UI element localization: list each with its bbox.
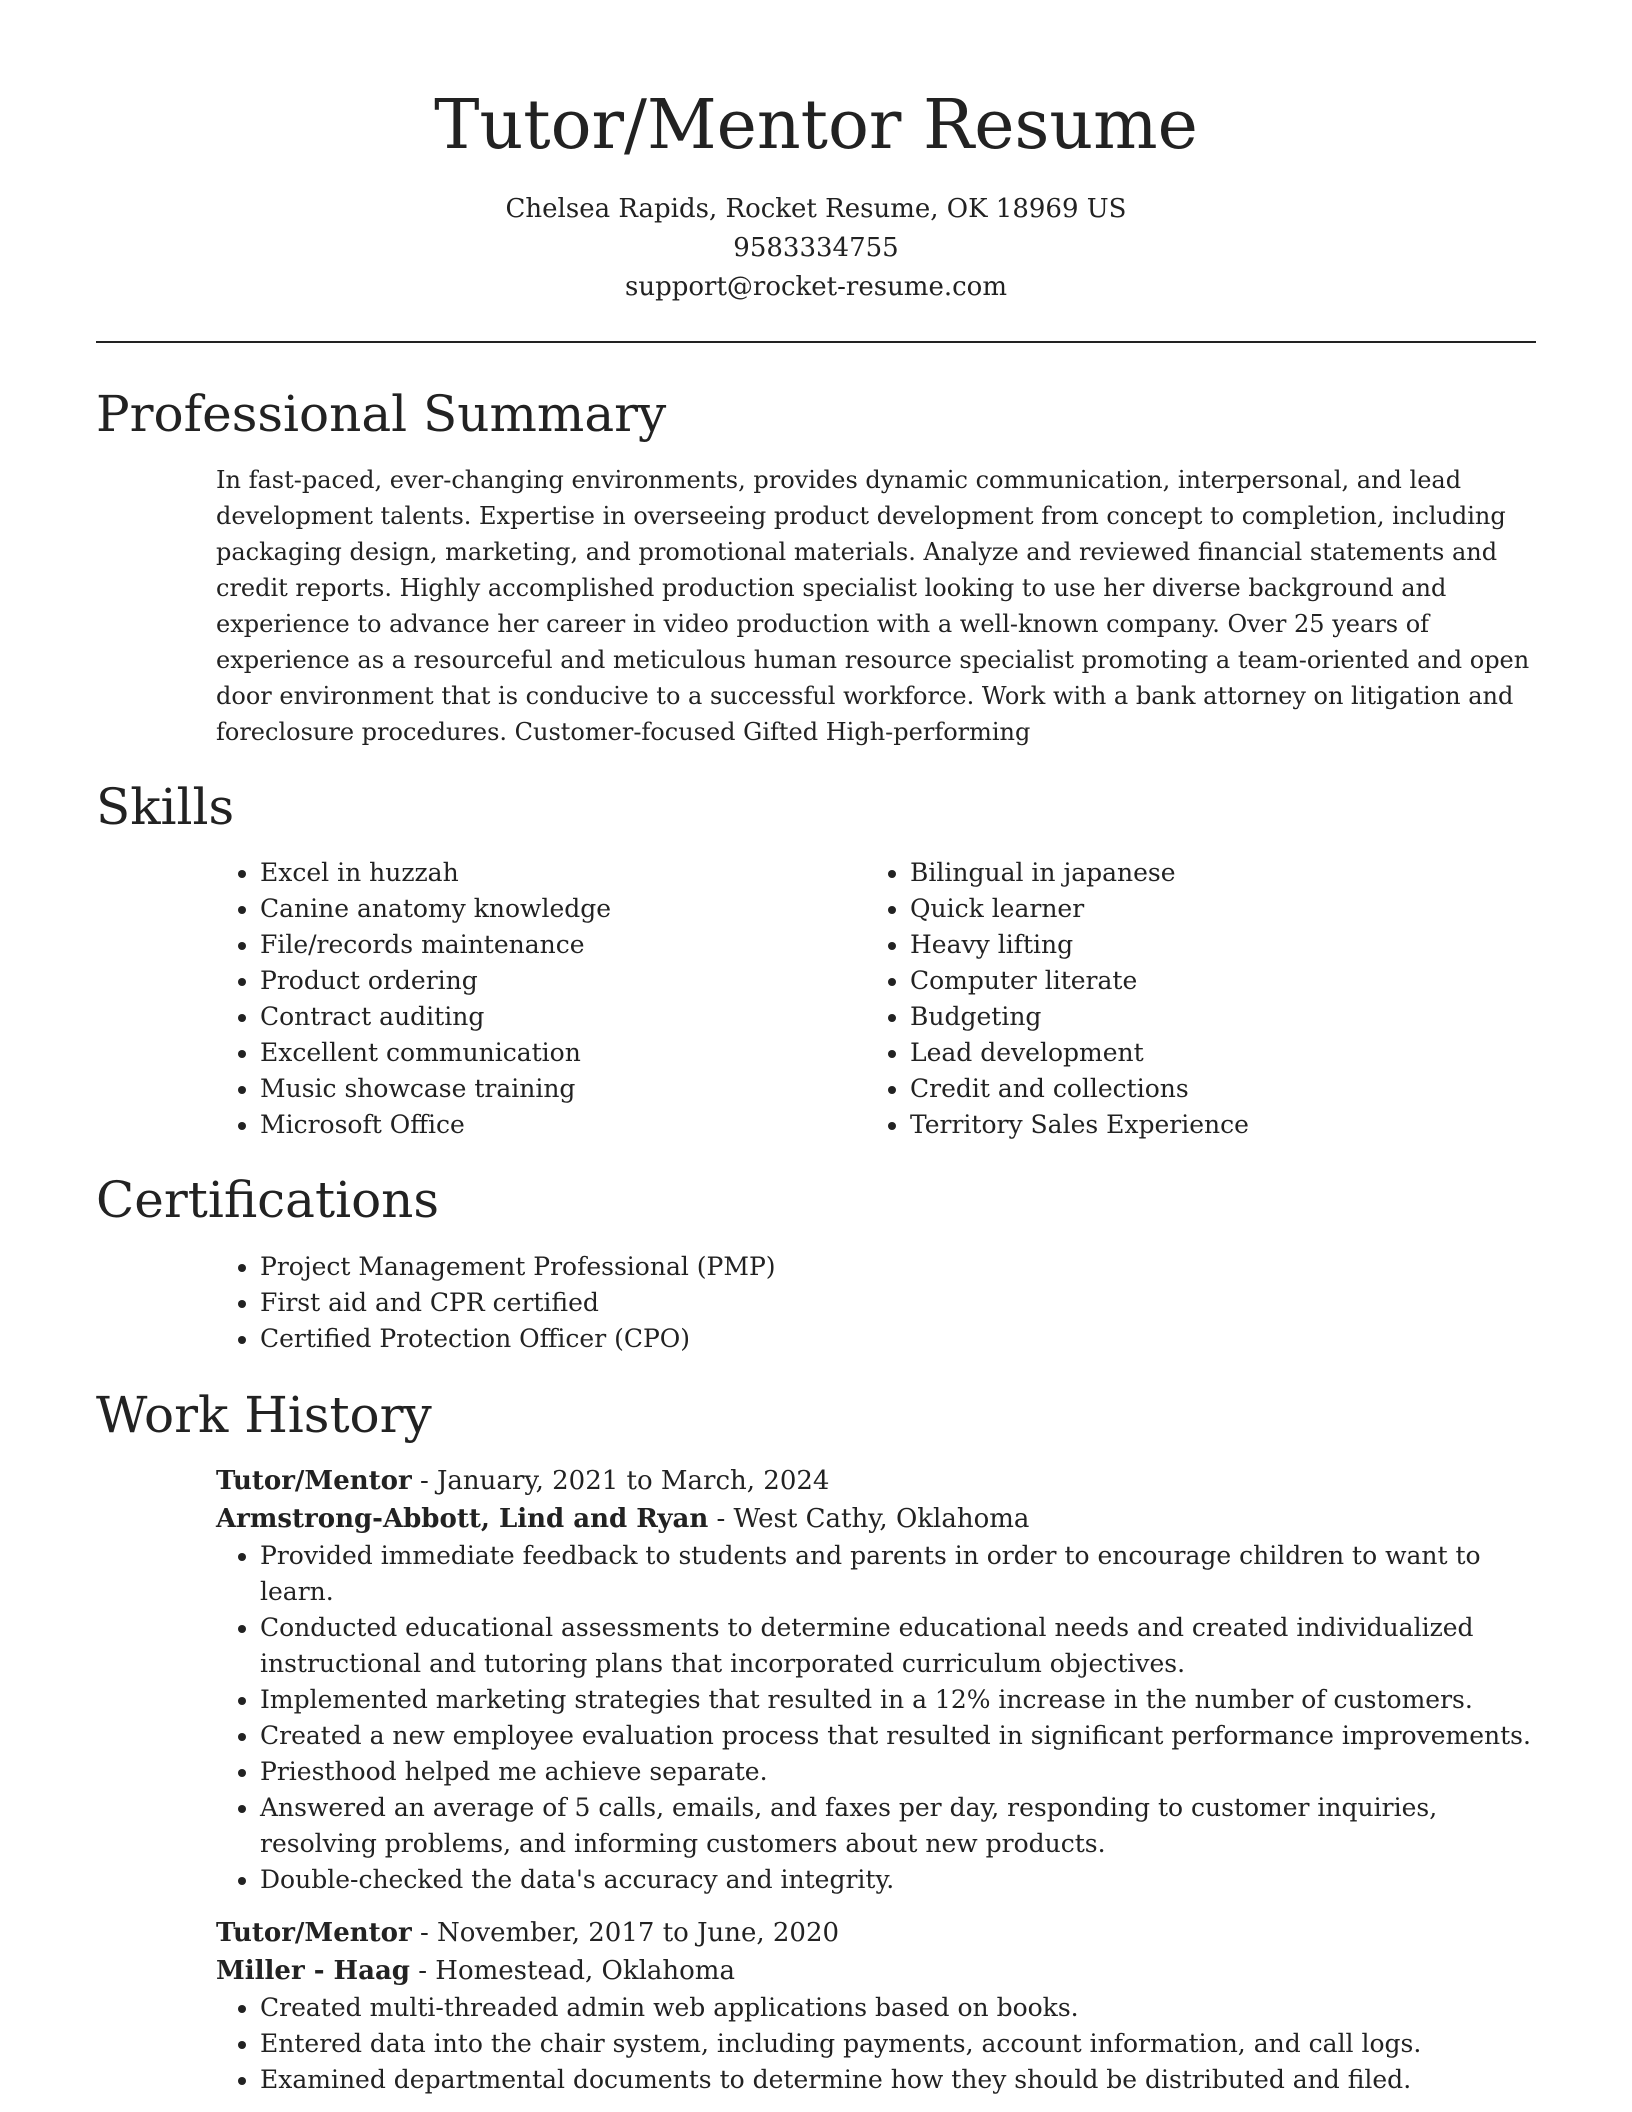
job-company: Armstrong-Abbott, Lind and Ryan	[216, 1504, 709, 1534]
list-item: • Double-checked the data's accuracy and integrity.	[260, 1862, 1536, 1898]
list-item: • Quick learner	[910, 891, 1506, 927]
list-item: • Answered an average of 5 calls, emails, and faxes per day, responding to customer inquiries, resolving problems, and informing customers about new products.	[260, 1790, 1536, 1862]
list-item: • Credit and collections	[910, 1071, 1506, 1107]
skills-column-2	[866, 855, 1506, 1143]
job-bullets	[216, 1538, 1536, 1898]
header-divider	[96, 341, 1536, 343]
contact-phone: 9583334755	[733, 233, 899, 263]
resume-header	[0, 78, 1632, 307]
job-company: Miller - Haag	[216, 1956, 410, 1986]
list-item: • Implemented marketing strategies that resulted in a 12% increase in the number of customers.	[260, 1682, 1536, 1718]
list-item: • Computer literate	[910, 963, 1506, 999]
job-role: Tutor/Mentor	[216, 1466, 412, 1496]
certifications-heading: Certifications	[96, 1171, 440, 1229]
skills-column-1	[216, 855, 816, 1143]
job-location: - Homestead, Oklahoma	[409, 1956, 735, 1986]
job-location: - West Cathy, Oklahoma	[708, 1504, 1030, 1534]
job-bullets	[216, 1990, 1536, 2098]
list-item: • Product ordering	[260, 963, 816, 999]
list-item: • Created a new employee evaluation process that resulted in significant performance improvements.	[260, 1718, 1536, 1754]
job-title-line	[216, 1914, 1536, 1952]
page-title: Tutor/Mentor Resume	[434, 86, 1198, 165]
list-item: • Bilingual in japanese	[910, 855, 1506, 891]
list-item: • Contract auditing	[260, 999, 816, 1035]
list-item: • Priesthood helped me achieve separate.	[260, 1754, 1536, 1790]
list-item: • Canine anatomy knowledge	[260, 891, 816, 927]
list-item: • Territory Sales Experience	[910, 1107, 1506, 1143]
summary-text: In fast-paced, ever-changing environments, provides dynamic communication, interpersonal, and lead development talents. Expertise in overseeing product development from concept to completion, including packaging design, marketing, and promotional materials. Analyze and reviewed financial statements and credit reports. Highly accomplished production specialist looking to use her diverse background and experience to advance her career in video production with a well-known company. Over 25 years of experience as a resourceful and meticulous human resource specialist promoting a team-oriented and open door environment that is conducive to a successful workforce. Work with a bank attorney on litigation and foreclosure procedures. Customer-focused Gifted High-performing	[216, 466, 1530, 746]
list-item: • Heavy lifting	[910, 927, 1506, 963]
summary-heading: Professional Summary	[96, 385, 667, 443]
job-company-line	[216, 1952, 1536, 1990]
skills-list-1	[216, 855, 816, 1143]
contact-address: Chelsea Rapids, Rocket Resume, OK 18969 US	[505, 194, 1127, 224]
job-dates: - November, 2017 to June, 2020	[411, 1918, 840, 1948]
list-item: • Certified Protection Officer (CPO)	[260, 1321, 1496, 1357]
skills-list-2	[866, 855, 1506, 1143]
list-item: • Entered data into the chair system, including payments, account information, and call logs.	[260, 2026, 1536, 2062]
list-item: • Microsoft Office	[260, 1107, 816, 1143]
job-entry-1	[216, 1462, 1536, 1898]
list-item: • Provided immediate feedback to students and parents in order to encourage children to want to learn.	[260, 1538, 1536, 1610]
list-item: • Created multi-threaded admin web applications based on books.	[260, 1990, 1536, 2026]
list-item: • File/records maintenance	[260, 927, 816, 963]
certifications-list	[216, 1249, 1496, 1357]
job-company-line	[216, 1500, 1536, 1538]
list-item: • Music showcase training	[260, 1071, 816, 1107]
list-item: • First aid and CPR certified	[260, 1285, 1496, 1321]
list-item: • Budgeting	[910, 999, 1506, 1035]
list-item: • Excellent communication	[260, 1035, 816, 1071]
contact-email: support@rocket-resume.com	[624, 272, 1007, 302]
list-item: • Examined departmental documents to determine how they should be distributed and filed.	[260, 2062, 1536, 2098]
work-history-heading: Work History	[96, 1386, 432, 1444]
skills-heading: Skills	[96, 778, 235, 836]
job-title-line	[216, 1462, 1536, 1500]
job-dates: - January, 2021 to March, 2024	[411, 1466, 830, 1496]
list-item: • Conducted educational assessments to determine educational needs and created individualized instructional and tutoring plans that incorporated curriculum objectives.	[260, 1610, 1536, 1682]
list-item: • Project Management Professional (PMP)	[260, 1249, 1496, 1285]
list-item: • Excel in huzzah	[260, 855, 816, 891]
list-item: • Lead development	[910, 1035, 1506, 1071]
job-entry-2	[216, 1914, 1536, 2098]
certifications-block	[216, 1249, 1496, 1357]
job-role: Tutor/Mentor	[216, 1918, 412, 1948]
